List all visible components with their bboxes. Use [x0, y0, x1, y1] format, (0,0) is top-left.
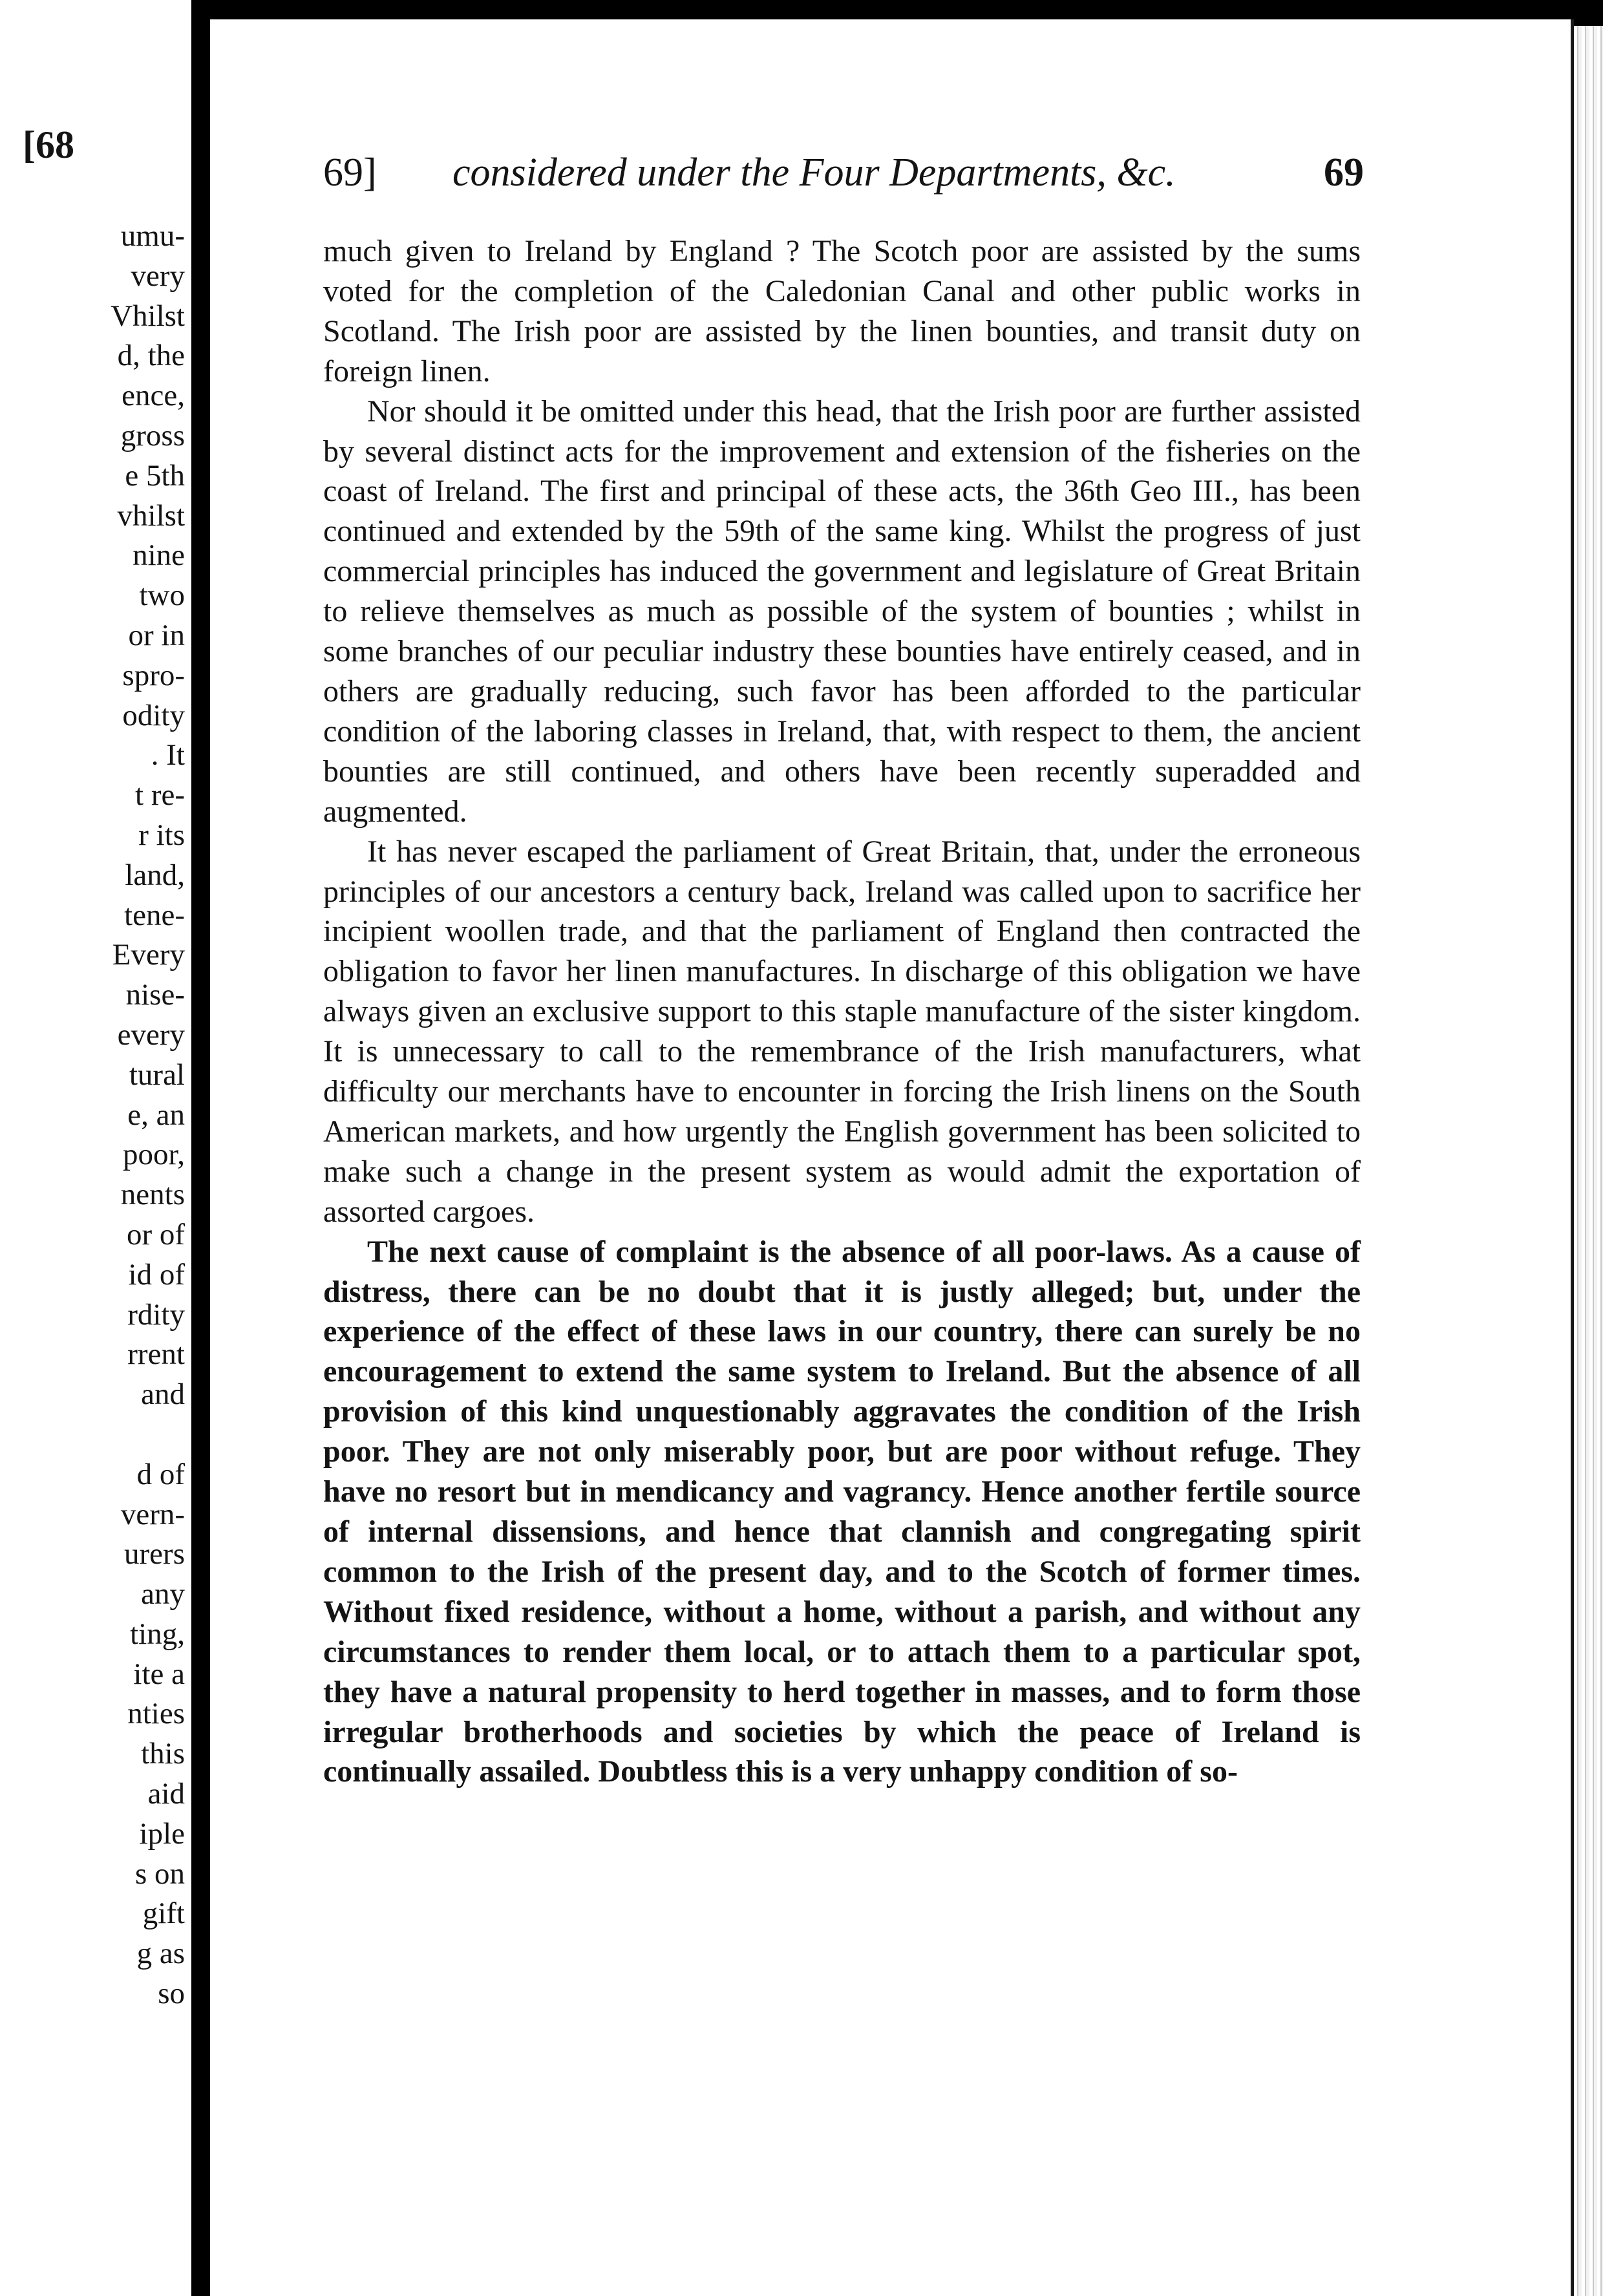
facing-line: ting,	[130, 1617, 185, 1651]
facing-line: urers	[124, 1537, 185, 1571]
facing-line: two	[139, 579, 185, 613]
facing-line: Vhilst	[111, 299, 185, 333]
facing-line: every	[117, 1017, 185, 1052]
header-left-number: 69]	[323, 151, 377, 195]
facing-line: ence,	[122, 379, 185, 413]
facing-line: aid	[147, 1777, 185, 1811]
running-header	[323, 150, 1364, 195]
facing-line: nties	[127, 1697, 185, 1731]
facing-line: any	[141, 1577, 185, 1611]
body-text	[323, 231, 1361, 1792]
paragraph-4: The next cause of complaint is the absence of all poor-laws. As a cause of distress, there can be no doubt that it is justly alleged; but, under the experience of the effect of these laws in our country, there can surely be no encouragement to extend the same system to Ireland. But the absence of all provision of this kind unquestionably aggravates the condition of the Irish poor. They are not only miserably poor, but are poor without refuge. They have no resort but in mendicancy and vagrancy. Hence another fertile source of internal dissensions, and hence that clannish and congregating spirit common to the Irish of the present day, and to the Scotch of former times. Without fixed residence, without a home, without a parish, and without any circumstances to render them local, or to attach them to a particular spot, they have a natural propensity to herd together in masses, and to form those irregular brotherhoods and societies by which the peace of Ireland is continually assailed. Doubtless this is a very unhappy condition of so-	[323, 1234, 1361, 1789]
facing-line: this	[141, 1737, 185, 1771]
facing-line: . It	[151, 738, 185, 772]
facing-line: ite a	[133, 1657, 185, 1691]
paragraph-3: It has never escaped the parliament of Great Britain, that, under the erroneous principles of our ancestors a century back, Ireland was called upon to sacrifice her incipient woollen trade, and that the parliament of England then contracted the obligation to favor her linen manufactures. In discharge of this obligation we have always given an exclusive support to this staple manufacture of the sister kingdom. It is unnecessary to call to the remembrance of the Irish manufacturers, what difficulty our merchants have to encounter in forcing the Irish linens on the South American markets, and how urgently the English government has been solicited to make such a change in the present system as would admit the exportation of assorted cargoes.	[323, 834, 1361, 1229]
facing-line: poor,	[122, 1138, 185, 1172]
facing-line: so	[158, 1977, 185, 2011]
facing-line: rrent	[127, 1337, 185, 1372]
facing-line: d of	[136, 1457, 185, 1491]
facing-page	[0, 0, 191, 2296]
facing-line	[17, 1415, 185, 1455]
facing-page-text	[17, 217, 185, 2014]
facing-line: tural	[129, 1058, 185, 1092]
facing-line: rdity	[127, 1297, 185, 1332]
paragraph-2: Nor should it be omitted under this head, that the Irish poor are further assisted by several distinct acts for the improvement and extension of the fisheries on the coast of Ireland. The first and principal of these acts, the 36th Geo III., has been continued and extended by the 59th of the same king. Whilst the progress of just commercial principles has induced the government and legislature of Great Britain to relieve themselves as much as possible of the system of bounties ; whilst in some branches of our peculiar industry these bounties have entirely ceased, and in others are gradually reducing, such favor has been afforded to the particular condition of the laboring classes in Ireland, that, with respect to them, the ancient bounties are still continued, and others have been recently superadded and augmented.	[323, 394, 1361, 829]
facing-line: e, an	[127, 1098, 185, 1132]
facing-line: nine	[133, 538, 185, 573]
facing-line: very	[131, 259, 185, 293]
facing-line: id of	[128, 1257, 185, 1292]
facing-line: g as	[136, 1937, 185, 1971]
facing-line: odity	[122, 698, 185, 732]
facing-line: nents	[120, 1178, 185, 1212]
facing-line: tene-	[124, 898, 185, 932]
facing-line: s on	[134, 1856, 185, 1891]
running-title: considered under the Four Departments, &c.	[452, 151, 1176, 195]
page-number: 69	[1324, 151, 1364, 195]
facing-line: t re-	[135, 778, 185, 813]
facing-line: gross	[120, 418, 185, 452]
facing-line: gift	[142, 1897, 185, 1931]
facing-line: r its	[138, 818, 185, 852]
page-edge-stack	[1574, 26, 1603, 2296]
facing-line: vhilst	[117, 498, 185, 533]
facing-line: vern-	[120, 1497, 185, 1531]
facing-line: or of	[126, 1217, 185, 1251]
paragraph-1: much given to Ireland by England ? The Scotch poor are assisted by the sums voted for the completion of the Caledonian Canal and other public works in Scotland. The Irish poor are assisted by the linen bounties, and transit duty on foreign linen.	[323, 234, 1361, 388]
facing-line: umu-	[120, 219, 185, 253]
facing-line: nise-	[125, 978, 185, 1012]
facing-line: d, the	[117, 339, 185, 373]
facing-line: or in	[128, 618, 185, 652]
facing-page-number: [68	[23, 123, 74, 166]
facing-line: e 5th	[125, 458, 185, 493]
facing-line: spro-	[122, 658, 185, 692]
facing-line: iple	[139, 1816, 185, 1851]
facing-line: land,	[125, 858, 185, 892]
facing-line: Every	[112, 938, 185, 972]
facing-line: and	[141, 1377, 185, 1412]
